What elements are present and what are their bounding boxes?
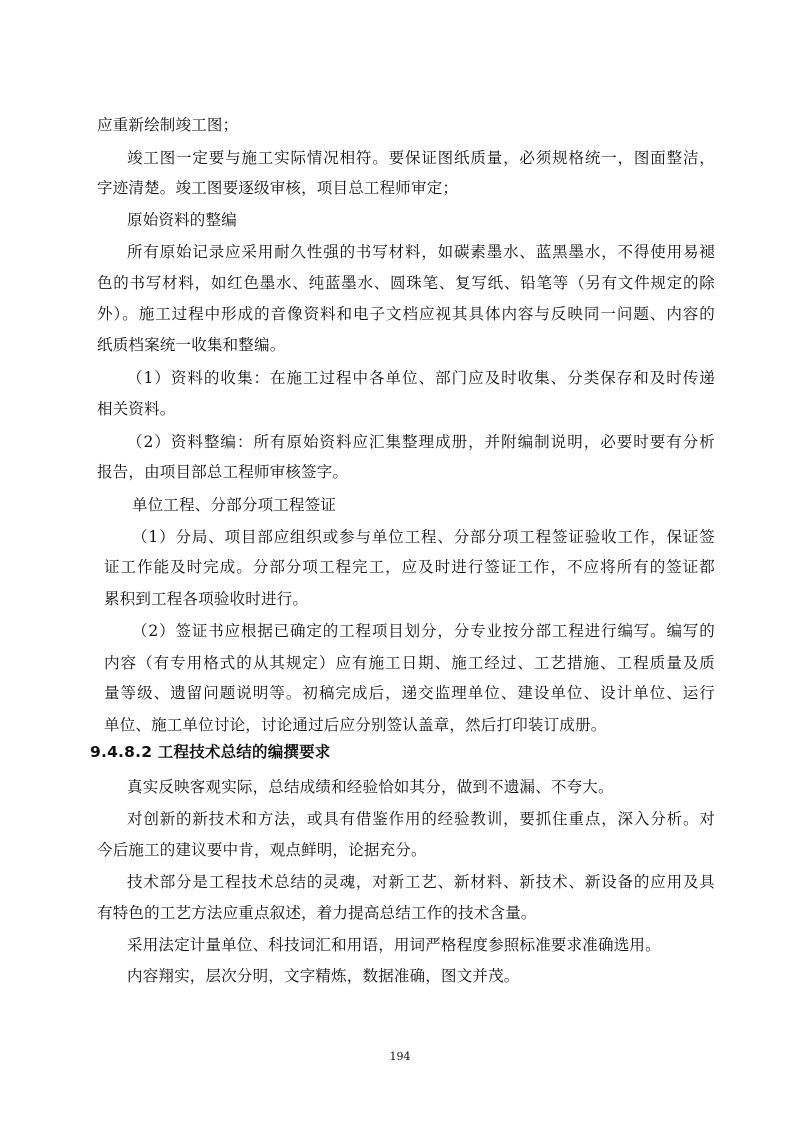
text-line: 所有原始记录应采用耐久性强的书写材料，如碳素墨水、蓝黑墨水，不得使用易褪	[127, 243, 715, 261]
text-line: 证工作能及时完成。分部分项工程完工，应及时进行签证工作，不应将所有的签证都	[104, 558, 715, 576]
text-line: 相关资料。	[97, 400, 176, 418]
text-line: 应重新绘制竣工图；	[97, 116, 239, 134]
text-line: 外）。施工过程中形成的音像资料和电子文档应视其具体内容与反映同一问题、内容的	[97, 305, 715, 323]
text-line: （2）签证书应根据已确定的工程项目划分，分专业按分部工程进行编写。编写的	[132, 622, 715, 640]
text-line: 有特色的工艺方法应重点叙述，着力提高总结工作的技术含量。	[97, 904, 537, 922]
text-line: （1）分局、项目部应组织或参与单位工程、分部分项工程签证验收工作，保证签	[132, 528, 715, 546]
text-line: 今后施工的建议要中肯，观点鲜明，论据充分。	[97, 841, 427, 859]
subheading: 单位工程、分部分项工程签证	[132, 496, 337, 514]
text-line: （1）资料的收集：在施工过程中各单位、部门应及时收集、分类保存和及时传递	[127, 369, 715, 387]
text-line: 量等级、遗留问题说明等。初稿完成后，递交监理单位、建设单位、设计单位、运行	[104, 684, 715, 702]
text-line: 技术部分是工程技术总结的灵魂，对新工艺、新材料、新技术、新设备的应用及具	[127, 873, 715, 891]
text-line: 累积到工程各项验收时进行。	[104, 590, 309, 608]
section-heading: 9.4.8.2 工程技术总结的编撰要求	[90, 743, 331, 761]
text-line: 真实反映客观实际，总结成绩和经验恰如其分，做到不遗漏、不夸大。	[127, 778, 614, 796]
text-line: 对创新的新技术和方法，或具有借鉴作用的经验教训，要抓住重点，深入分析。对	[127, 810, 715, 828]
text-line: 内容（有专用格式的从其规定）应有施工日期、施工经过、工艺措施、工程质量及质	[104, 654, 715, 672]
text-line: 字迹清楚。竣工图要逐级审核，项目总工程师审定；	[97, 179, 459, 197]
text-line: （2）资料整编：所有原始资料应汇集整理成册，并附编制说明，必要时要有分析	[127, 433, 715, 451]
text-line: 报告，由项目部总工程师审核签字。	[97, 463, 349, 481]
text-line: 纸质档案统一收集和整编。	[97, 336, 286, 354]
text-line: 采用法定计量单位、科技词汇和用语，用词严格程度参照标准要求准确选用。	[127, 936, 661, 954]
text-line: 竣工图一定要与施工实际情况相符。要保证图纸质量，必须规格统一，图面整洁，	[127, 149, 715, 167]
text-line: 单位、施工单位讨论，讨论通过后应分别签认盖章，然后打印装订成册。	[104, 716, 607, 734]
text-line: 色的书写材料，如红色墨水、纯蓝墨水、圆珠笔、复写纸、铅笔等（另有文件规定的除	[97, 274, 715, 292]
page-number: 194	[389, 1050, 411, 1063]
subheading: 原始资料的整编	[127, 211, 237, 229]
text-line: 内容翔实，层次分明，文字精炼，数据准确，图文并茂。	[127, 967, 520, 985]
